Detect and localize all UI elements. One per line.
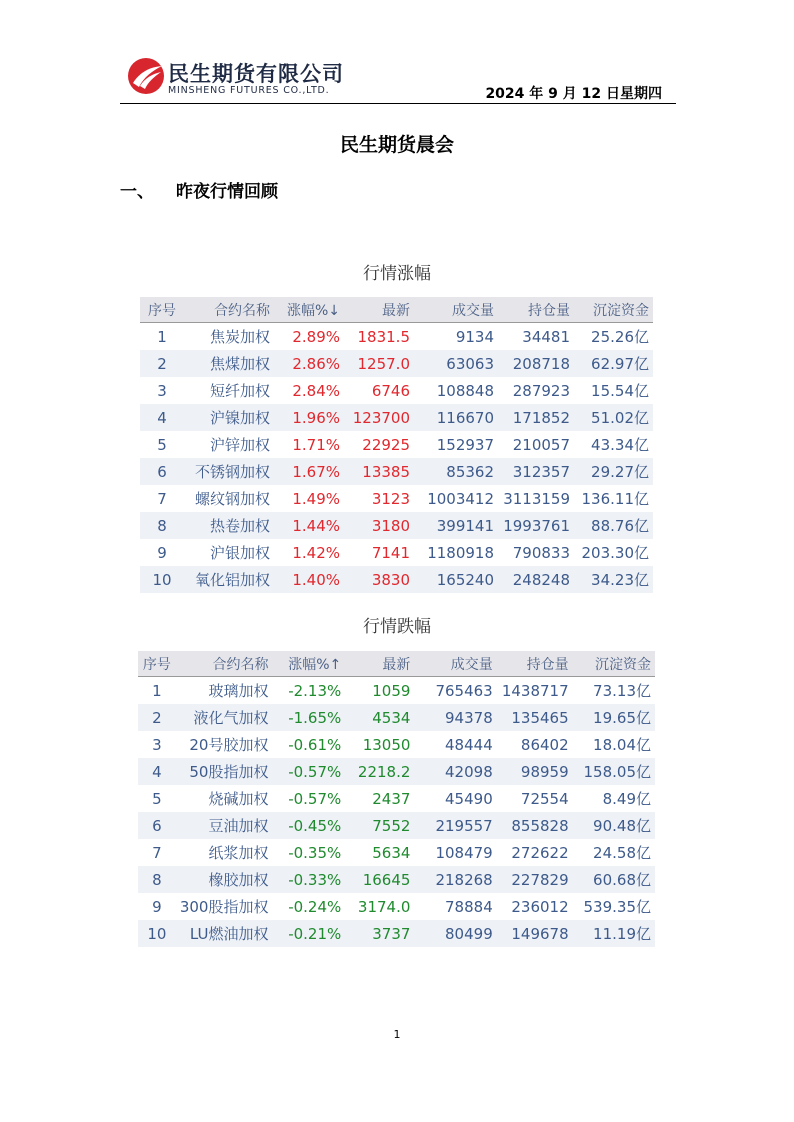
col-header-open-interest: 持仓量 <box>497 651 573 677</box>
gainers-table <box>140 297 653 593</box>
cell-change: -0.24% <box>288 897 342 916</box>
cell-capital: 73.13亿 <box>593 682 651 700</box>
table-row <box>138 920 655 947</box>
col-header-index: 序号 <box>140 297 184 323</box>
cell-volume: 116670 <box>414 404 498 431</box>
table-row <box>140 512 653 539</box>
cell-contract: 沪镍加权 <box>184 404 274 431</box>
cell-latest: 13385 <box>344 458 414 485</box>
cell-contract: LU燃油加权 <box>176 920 273 947</box>
cell-capital: 539.35亿 <box>583 898 651 916</box>
col-header-volume: 成交量 <box>414 651 496 677</box>
cell-capital: 34.23亿 <box>574 566 653 593</box>
cell-change: -0.45% <box>272 812 345 839</box>
cell-open-interest: 171852 <box>498 404 574 431</box>
cell-contract: 300股指加权 <box>179 898 269 916</box>
cell-capital: 60.68亿 <box>573 866 655 893</box>
cell-change: 1.42% <box>292 543 340 562</box>
table-row <box>138 893 655 920</box>
cell-contract: 短纤加权 <box>209 382 270 400</box>
cell-capital: 25.26亿 <box>591 328 649 346</box>
cell-change: 1.40% <box>274 566 344 593</box>
cell-latest: 2437 <box>372 789 411 808</box>
company-name-cn: 民生期货有限公司 <box>168 62 344 86</box>
cell-open-interest: 1993761 <box>498 512 574 539</box>
cell-change: -0.57% <box>288 789 342 808</box>
cell-index: 4 <box>138 758 176 785</box>
cell-capital: 19.65亿 <box>573 704 655 731</box>
cell-open-interest: 3113159 <box>503 489 570 508</box>
cell-volume: 42098 <box>414 758 496 785</box>
losers-table-title: 行情跌幅 <box>363 617 431 637</box>
cell-change: 2.86% <box>274 350 344 377</box>
cell-capital: 15.54亿 <box>591 382 649 400</box>
table-row <box>140 431 653 458</box>
cell-volume: 1180918 <box>427 543 494 562</box>
cell-index: 3 <box>157 381 167 400</box>
cell-capital: 11.19亿 <box>573 920 655 947</box>
table-row <box>140 458 653 485</box>
table-row <box>140 404 653 431</box>
cell-volume: 48444 <box>445 735 493 754</box>
col-header-contract: 合约名称 <box>176 651 273 677</box>
cell-open-interest: 149678 <box>497 920 573 947</box>
cell-volume: 1003412 <box>427 489 494 508</box>
cell-change: 2.84% <box>292 381 340 400</box>
cell-index: 9 <box>152 897 162 916</box>
cell-volume: 80499 <box>414 920 496 947</box>
cell-change: -0.21% <box>272 920 345 947</box>
cell-capital: 29.27亿 <box>574 458 653 485</box>
cell-change: 1.49% <box>292 489 340 508</box>
cell-latest: 6746 <box>371 381 410 400</box>
cell-contract: 50股指加权 <box>176 758 273 785</box>
cell-open-interest: 248248 <box>498 566 574 593</box>
table-row <box>140 377 653 404</box>
cell-volume: 219557 <box>414 812 496 839</box>
cell-contract: 焦煤加权 <box>184 350 274 377</box>
cell-latest: 2218.2 <box>345 758 414 785</box>
cell-index: 5 <box>152 789 162 808</box>
cell-capital: 158.05亿 <box>573 758 655 785</box>
cell-open-interest: 1438717 <box>501 681 569 700</box>
col-header-volume: 成交量 <box>414 297 498 323</box>
cell-change: 1.44% <box>274 512 344 539</box>
cell-change: 1.96% <box>274 404 344 431</box>
cell-contract: 螺纹钢加权 <box>194 490 270 508</box>
cell-index: 9 <box>157 543 167 562</box>
cell-contract: 玻璃加权 <box>208 682 269 700</box>
cell-open-interest: 227829 <box>497 866 573 893</box>
losers-table <box>138 651 655 947</box>
cell-index: 6 <box>138 812 176 839</box>
cell-volume: 765463 <box>435 681 493 700</box>
cell-change: -1.65% <box>272 704 345 731</box>
table-row <box>140 350 653 377</box>
cell-index: 5 <box>157 435 167 454</box>
cell-capital: 90.48亿 <box>573 812 655 839</box>
cell-latest: 3830 <box>344 566 414 593</box>
cell-open-interest: 98959 <box>497 758 573 785</box>
cell-latest: 22925 <box>362 435 410 454</box>
cell-open-interest: 86402 <box>520 735 569 754</box>
table-header-row <box>140 297 653 323</box>
table-row <box>138 839 655 866</box>
table-row <box>138 785 655 812</box>
cell-open-interest: 135465 <box>497 704 573 731</box>
cell-open-interest: 287923 <box>512 381 570 400</box>
cell-volume: 78884 <box>445 897 493 916</box>
cell-capital: 24.58亿 <box>593 844 651 862</box>
cell-contract: 沪锌加权 <box>209 436 270 454</box>
cell-open-interest: 210057 <box>512 435 570 454</box>
cell-contract: 热卷加权 <box>184 512 274 539</box>
cell-volume: 218268 <box>414 866 496 893</box>
cell-index: 2 <box>138 704 176 731</box>
cell-capital: 43.34亿 <box>591 436 649 454</box>
table-header-row <box>138 651 655 677</box>
col-header-open-interest: 持仓量 <box>498 297 574 323</box>
cell-open-interest: 208718 <box>498 350 574 377</box>
cell-index: 1 <box>152 681 162 700</box>
cell-latest: 7141 <box>371 543 410 562</box>
cell-latest: 5634 <box>372 843 411 862</box>
table-row <box>138 704 655 731</box>
cell-open-interest: 236012 <box>511 897 569 916</box>
cell-contract: 沪银加权 <box>209 544 270 562</box>
col-header-change: 涨幅%↑ <box>272 651 345 677</box>
cell-open-interest: 790833 <box>512 543 570 562</box>
col-header-change: 涨幅%↓ <box>274 297 344 323</box>
table-row <box>138 812 655 839</box>
cell-index: 2 <box>140 350 184 377</box>
cell-volume: 152937 <box>436 435 494 454</box>
cell-contract: 液化气加权 <box>176 704 273 731</box>
cell-capital: 203.30亿 <box>581 544 649 562</box>
table-row <box>140 323 653 351</box>
cell-index: 10 <box>138 920 176 947</box>
cell-index: 8 <box>138 866 176 893</box>
col-header-index: 序号 <box>138 651 176 677</box>
cell-change: 1.67% <box>274 458 344 485</box>
cell-volume: 85362 <box>414 458 498 485</box>
cell-latest: 3180 <box>344 512 414 539</box>
cell-latest: 3737 <box>345 920 414 947</box>
cell-capital: 51.02亿 <box>574 404 653 431</box>
cell-index: 4 <box>140 404 184 431</box>
cell-change: -0.57% <box>272 758 345 785</box>
section-heading <box>120 177 278 202</box>
table-row <box>140 566 653 593</box>
cell-volume: 63063 <box>414 350 498 377</box>
cell-open-interest: 72554 <box>520 789 569 808</box>
cell-contract: 纸浆加权 <box>208 844 269 862</box>
cell-latest: 16645 <box>345 866 414 893</box>
cell-contract: 橡胶加权 <box>176 866 273 893</box>
page-header <box>120 52 676 104</box>
table-row <box>138 731 655 758</box>
header-divider <box>120 103 676 104</box>
cell-volume: 108479 <box>435 843 493 862</box>
cell-change: -2.13% <box>288 681 342 700</box>
cell-change: -0.61% <box>288 735 342 754</box>
cell-latest: 1059 <box>372 681 411 700</box>
cell-volume: 108848 <box>436 381 494 400</box>
report-date: 2024 年 9 月 12 日星期四 <box>485 86 662 102</box>
table-row <box>140 539 653 566</box>
cell-capital: 62.97亿 <box>574 350 653 377</box>
cell-index: 1 <box>157 327 167 346</box>
cell-latest: 1831.5 <box>357 327 410 346</box>
cell-latest: 7552 <box>345 812 414 839</box>
cell-index: 8 <box>140 512 184 539</box>
cell-contract: 豆油加权 <box>176 812 273 839</box>
section-number: 一、 <box>120 182 154 202</box>
cell-contract: 氧化铝加权 <box>184 566 274 593</box>
cell-capital: 88.76亿 <box>574 512 653 539</box>
cell-change: -0.35% <box>288 843 342 862</box>
table-row <box>138 677 655 705</box>
cell-volume: 165240 <box>414 566 498 593</box>
cell-volume: 399141 <box>414 512 498 539</box>
cell-change: 2.89% <box>292 327 340 346</box>
cell-latest: 13050 <box>362 735 411 754</box>
minsheng-logo-icon <box>126 56 166 96</box>
cell-latest: 123700 <box>344 404 414 431</box>
cell-contract: 20号胶加权 <box>189 736 269 754</box>
cell-open-interest: 312357 <box>498 458 574 485</box>
cell-latest: 3174.0 <box>357 897 411 916</box>
cell-change: 1.71% <box>292 435 340 454</box>
cell-index: 7 <box>152 843 162 862</box>
section-title: 昨夜行情回顾 <box>176 182 278 202</box>
cell-capital: 18.04亿 <box>593 736 651 754</box>
cell-volume: 94378 <box>414 704 496 731</box>
cell-change: -0.33% <box>272 866 345 893</box>
cell-volume: 45490 <box>445 789 493 808</box>
cell-latest: 4534 <box>345 704 414 731</box>
cell-contract: 不锈钢加权 <box>184 458 274 485</box>
gainers-table-title: 行情涨幅 <box>363 264 431 284</box>
table-row <box>138 866 655 893</box>
cell-open-interest: 855828 <box>497 812 573 839</box>
cell-latest: 1257.0 <box>344 350 414 377</box>
cell-contract: 焦炭加权 <box>209 328 270 346</box>
cell-index: 7 <box>157 489 167 508</box>
cell-index: 10 <box>140 566 184 593</box>
cell-capital: 136.11亿 <box>581 490 649 508</box>
cell-index: 3 <box>152 735 162 754</box>
table-row <box>140 485 653 512</box>
cell-open-interest: 34481 <box>522 327 570 346</box>
company-name-en: MINSHENG FUTURES CO.,LTD. <box>168 85 330 96</box>
document-title: 民生期货晨会 <box>339 134 454 156</box>
col-header-capital: 沉淀资金 <box>573 651 655 677</box>
cell-open-interest: 272622 <box>511 843 569 862</box>
col-header-capital: 沉淀资金 <box>574 297 653 323</box>
table-row <box>138 758 655 785</box>
cell-contract: 烧碱加权 <box>208 790 269 808</box>
col-header-contract: 合约名称 <box>184 297 274 323</box>
cell-capital: 8.49亿 <box>602 790 651 808</box>
cell-latest: 3123 <box>371 489 410 508</box>
col-header-latest: 最新 <box>344 297 414 323</box>
cell-volume: 9134 <box>455 327 494 346</box>
col-header-latest: 最新 <box>345 651 414 677</box>
cell-index: 6 <box>140 458 184 485</box>
page-number: 1 <box>393 1028 401 1041</box>
